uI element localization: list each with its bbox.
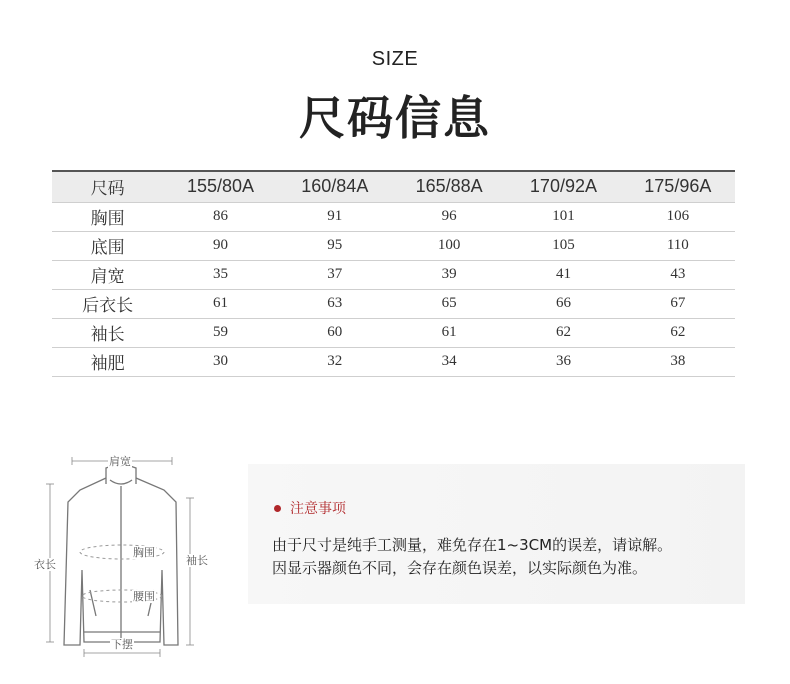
table-cell: 38 xyxy=(621,347,735,376)
table-cell: 61 xyxy=(163,289,277,318)
table-cell: 101 xyxy=(506,202,620,231)
waist-label: 腰围 xyxy=(133,590,155,603)
table-row xyxy=(52,289,735,318)
row-label: 袖长 xyxy=(52,318,163,347)
table-cell: 63 xyxy=(278,289,392,318)
table-cell: 30 xyxy=(163,347,277,376)
row-label: 底围 xyxy=(52,231,163,260)
table-cell: 62 xyxy=(506,318,620,347)
column-header: 160/84A xyxy=(278,171,392,202)
length-label: 衣长 xyxy=(34,558,56,571)
table-cell: 43 xyxy=(621,260,735,289)
row-label: 后衣长 xyxy=(52,289,163,318)
table-cell: 110 xyxy=(621,231,735,260)
table-cell: 62 xyxy=(621,318,735,347)
table-cell: 86 xyxy=(163,202,277,231)
shoulder-label: 肩宽 xyxy=(109,455,131,468)
column-header: 尺码 xyxy=(52,171,163,202)
table-cell: 106 xyxy=(621,202,735,231)
table-row xyxy=(52,347,735,376)
table-cell: 91 xyxy=(278,202,392,231)
column-header: 165/88A xyxy=(392,171,506,202)
note-line-color: 因显示器颜色不同，会存在颜色误差，以实际颜色为准。 xyxy=(272,559,648,577)
row-label: 肩宽 xyxy=(52,260,163,289)
table-cell: 36 xyxy=(506,347,620,376)
table-row xyxy=(52,260,735,289)
table-row xyxy=(52,202,735,231)
table-cell: 100 xyxy=(392,231,506,260)
table-cell: 96 xyxy=(392,202,506,231)
sleeve-label: 袖长 xyxy=(186,554,208,567)
page-title: 尺码信息 xyxy=(299,91,491,145)
table-cell: 32 xyxy=(278,347,392,376)
table-cell: 90 xyxy=(163,231,277,260)
column-header: 170/92A xyxy=(506,171,620,202)
page-subtitle: SIZE xyxy=(371,48,419,70)
table-cell: 60 xyxy=(278,318,392,347)
jacket-measurement-diagram xyxy=(28,450,228,660)
bullet-dot-icon xyxy=(274,505,281,512)
table-cell: 37 xyxy=(278,260,392,289)
notes-panel xyxy=(248,464,745,604)
note-line-measurement: 由于尺寸是纯手工测量，难免存在1~3CM的误差，请谅解。 xyxy=(272,536,673,554)
table-row xyxy=(52,318,735,347)
size-table xyxy=(52,170,735,377)
table-cell: 95 xyxy=(278,231,392,260)
table-row xyxy=(52,231,735,260)
table-cell: 39 xyxy=(392,260,506,289)
row-label: 胸围 xyxy=(52,202,163,231)
table-cell: 61 xyxy=(392,318,506,347)
chest-label: 胸围 xyxy=(133,546,155,559)
table-cell: 41 xyxy=(506,260,620,289)
column-header: 155/80A xyxy=(163,171,277,202)
hem-label: 下摆 xyxy=(111,638,133,651)
table-cell: 35 xyxy=(163,260,277,289)
table-cell: 59 xyxy=(163,318,277,347)
row-label: 袖肥 xyxy=(52,347,163,376)
table-header-row xyxy=(52,171,735,202)
table-cell: 66 xyxy=(506,289,620,318)
table-cell: 67 xyxy=(621,289,735,318)
column-header: 175/96A xyxy=(621,171,735,202)
notes-heading xyxy=(274,498,346,518)
table-cell: 34 xyxy=(392,347,506,376)
table-cell: 65 xyxy=(392,289,506,318)
table-cell: 105 xyxy=(506,231,620,260)
notes-heading-text: 注意事项 xyxy=(290,501,346,517)
